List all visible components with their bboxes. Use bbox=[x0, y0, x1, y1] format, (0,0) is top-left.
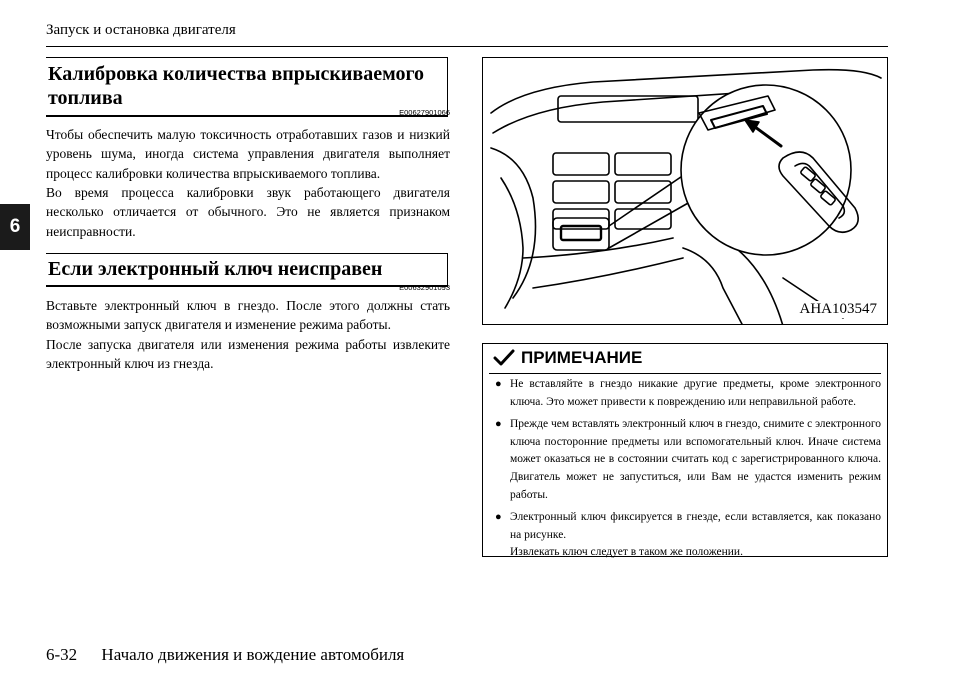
note-heading-text: ПРИМЕЧАНИЕ bbox=[521, 348, 643, 367]
paragraph: Чтобы обеспечить малую токсичность отработавших газов и низкий уровень шума, иногда система управления двигателя выполняет процесс калибровки количества впрыскиваемого топлива. bbox=[46, 127, 450, 181]
list-item bbox=[495, 376, 881, 411]
bullet-icon: ● bbox=[495, 378, 502, 390]
note-box bbox=[482, 343, 888, 557]
checkmark-icon bbox=[493, 349, 515, 367]
running-head: Запуск и остановка двигателя bbox=[46, 22, 236, 38]
section-title-text: Калибровка количества впрыскиваемого топлива bbox=[48, 63, 425, 109]
list-item bbox=[495, 509, 881, 562]
bullet-icon: ● bbox=[495, 418, 502, 431]
bullet-icon: ● bbox=[495, 511, 502, 524]
note-heading bbox=[493, 348, 642, 368]
header-rule bbox=[46, 46, 888, 47]
paragraph: Вставьте электронный ключ в гнездо. После этого должны стать возможными запуск двигателя и изменение режима работы. bbox=[46, 298, 450, 333]
footer bbox=[46, 645, 424, 665]
footer-chapter-title: Начало движения и вождение автомобиля bbox=[101, 645, 405, 664]
dashboard-drawing bbox=[483, 58, 888, 325]
section-code: E00627901066 bbox=[399, 108, 450, 117]
section-code: E00632901093 bbox=[399, 283, 450, 292]
note-rule bbox=[489, 373, 881, 374]
chapter-tab: 6 bbox=[0, 204, 30, 250]
list-item-text: Не вставляйте в гнездо никакие другие предметы, кроме электронного ключа. Это может привести к повреждению или неправильной работе. bbox=[510, 378, 881, 408]
page-number: 6-32 bbox=[46, 645, 78, 664]
list-item bbox=[495, 416, 881, 504]
list-item-extra: Извлекать ключ следует в таком же положении. bbox=[510, 546, 743, 559]
figure-label: AHA103547 bbox=[799, 301, 877, 317]
note-list bbox=[495, 376, 881, 562]
section-title-key-fault bbox=[46, 253, 448, 287]
section-title-text: Если электронный ключ неисправен bbox=[48, 258, 383, 280]
list-item-text: Электронный ключ фиксируется в гнезде, если вставляется, как показано на рисунке. bbox=[510, 511, 881, 541]
key-slot-illustration bbox=[482, 57, 888, 325]
list-item-text: Прежде чем вставлять электронный ключ в гнездо, снимите с электронного ключа посторонние предметы или вспомогательный ключ. Иначе система может оказаться не в состоянии считать код с зарегистрированного ключа. Двигатель может не запуститься, или Вам не удастся изменить режим работы. bbox=[510, 418, 881, 501]
paragraph: После запуска двигателя или изменения режима работы извлеките электронный ключ из гнезда. bbox=[46, 337, 450, 372]
paragraph: Во время процесса калибровки звук работающего двигателя несколько отличается от обычного. Это не является признаком неисправности. bbox=[46, 185, 450, 239]
